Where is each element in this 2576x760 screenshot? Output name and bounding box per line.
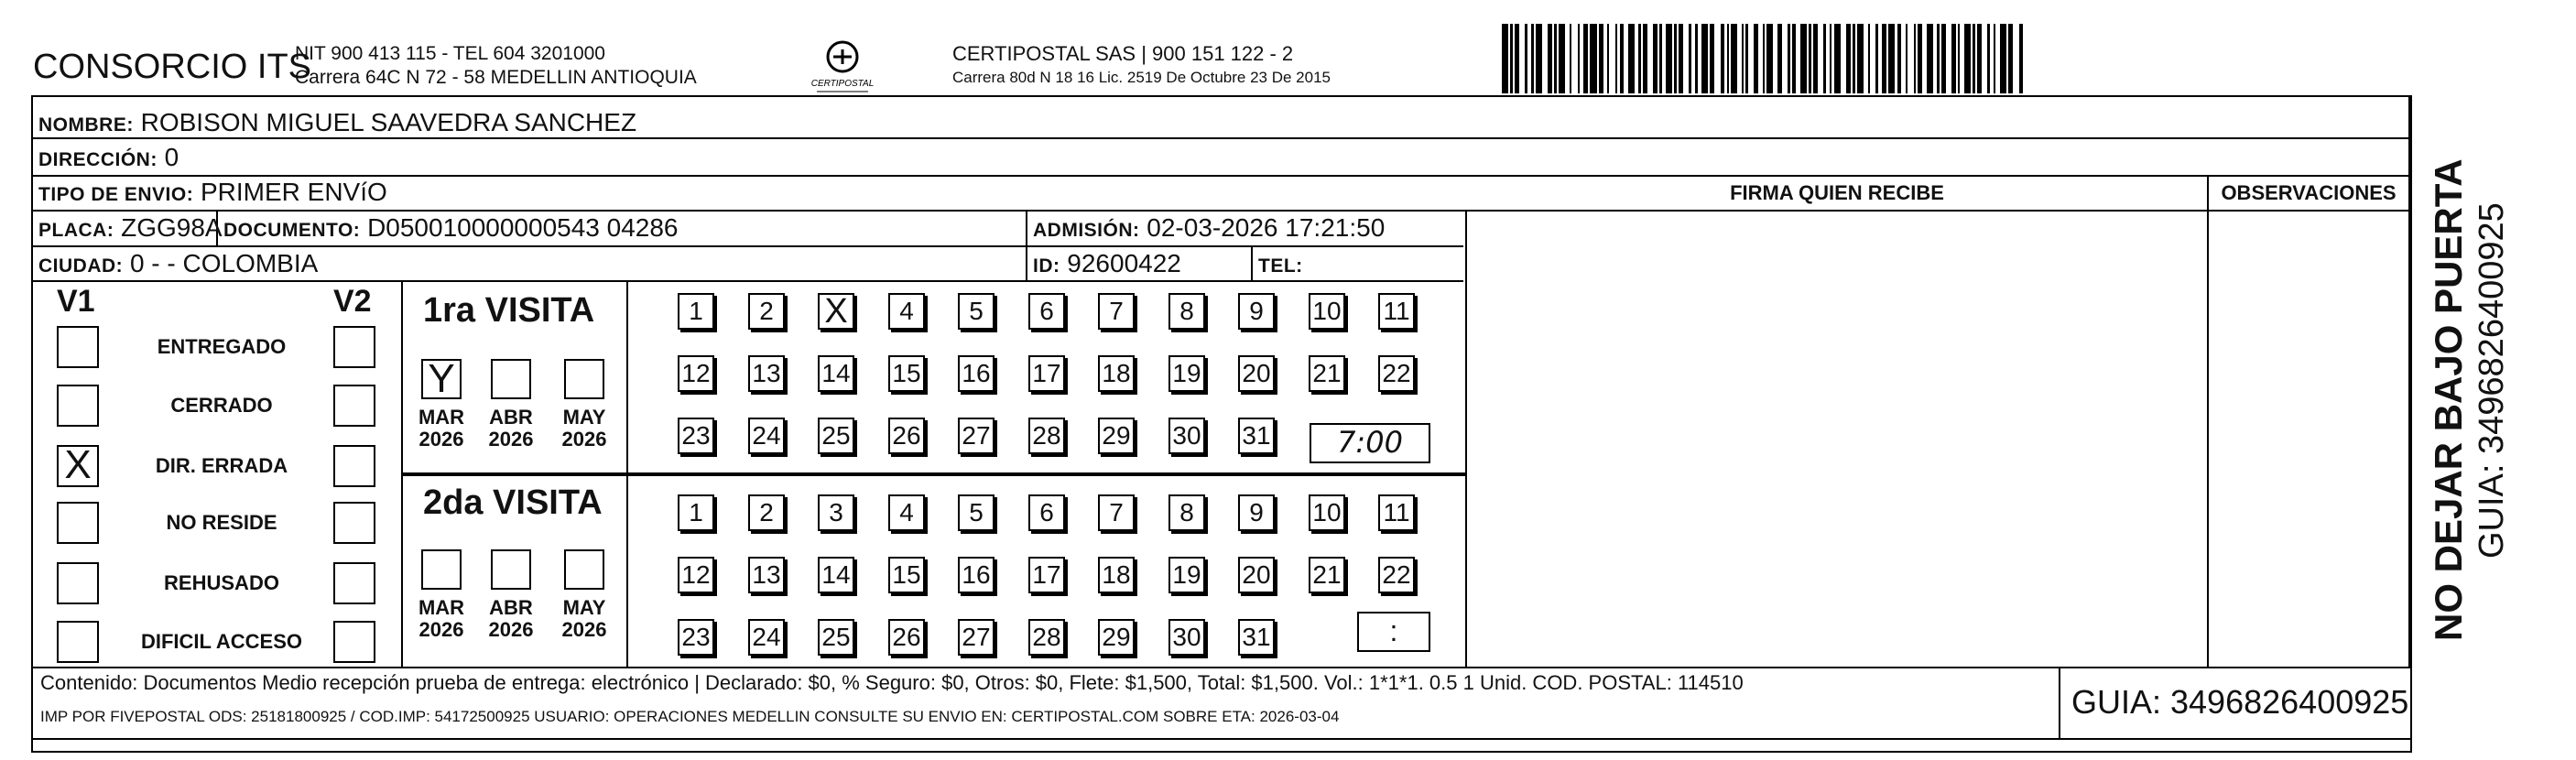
barcode-bar (1853, 24, 1854, 93)
certipostal-sub: Carrera 80d N 18 16 Lic. 2519 De Octubre 23 De 2015 (952, 69, 1331, 86)
barcode-bar (2019, 24, 2024, 93)
visit2-month-year: 2026 (418, 618, 464, 641)
visit1-day-box[interactable]: 26 (888, 418, 925, 454)
visit1-day-box[interactable]: 11 (1378, 293, 1415, 330)
address-line: Carrera 64C N 72 - 58 MEDELLIN ANTIOQUIA (295, 67, 697, 88)
rule (2207, 175, 2209, 668)
visit2-month-name: MAR (418, 596, 465, 619)
barcode-bar (1792, 24, 1797, 93)
visit2-day-box[interactable]: 16 (958, 557, 995, 593)
visit2-month-checkbox[interactable] (421, 549, 462, 590)
direccion-value: 0 (164, 143, 179, 171)
visit1-day-box[interactable]: 2 (748, 293, 785, 330)
visit2-month-year: 2026 (561, 618, 607, 641)
visit2-month-checkbox[interactable] (491, 549, 531, 590)
visit2-day-box[interactable]: 23 (678, 619, 714, 656)
visit1-day-box[interactable]: 15 (888, 355, 925, 392)
barcode-bar (1742, 24, 1744, 93)
barcode-bar (1973, 24, 1974, 93)
barcode-bar (1813, 24, 1818, 93)
nombre-label: NOMBRE: (38, 114, 134, 136)
documento-label: DOCUMENTO: (223, 220, 361, 241)
barcode-bar (1788, 24, 1789, 93)
status-v1-checkbox[interactable] (57, 326, 99, 368)
admision-label: ADMISIÓN: (1033, 220, 1140, 241)
placa-value: ZGG98A (121, 213, 223, 242)
barcode-bar (1638, 24, 1640, 93)
barcode-bar (1548, 24, 1552, 93)
id-row (1033, 249, 1181, 281)
visit2-day-box[interactable]: 27 (958, 619, 995, 656)
visit2-day-box[interactable]: 8 (1168, 494, 1205, 531)
visit2-day-box[interactable]: 26 (888, 619, 925, 656)
rule (401, 472, 1465, 476)
placa-label: PLACA: (38, 220, 114, 241)
barcode-bar (1918, 24, 1922, 93)
documento-row (223, 213, 679, 245)
barcode-bar (1531, 24, 1533, 93)
visit2-day-box[interactable]: 1 (678, 494, 714, 531)
firma-header: FIRMA QUIEN RECIBE (1730, 181, 1944, 204)
nombre-row (38, 108, 636, 140)
barcode-bar (1583, 24, 1588, 93)
visit2-month-year: 2026 (488, 618, 534, 641)
barcode-bar (1628, 24, 1635, 93)
rule (1465, 210, 1467, 668)
visit2-day-box[interactable]: 20 (1238, 557, 1275, 593)
visit1-day-box[interactable]: 5 (958, 293, 995, 330)
visit1-day-box[interactable]: 6 (1028, 293, 1065, 330)
barcode-bar (1666, 24, 1672, 93)
id-label: ID: (1033, 255, 1060, 277)
direccion-label: DIRECCIÓN: (38, 149, 158, 170)
barcode-bar (2000, 24, 2006, 93)
barcode-bar (1689, 24, 1690, 93)
barcode-bar (1620, 24, 1625, 93)
visit1-month-name: MAR (418, 406, 465, 429)
barcode-bar (1754, 24, 1758, 93)
barcode-bar (1875, 24, 1877, 93)
barcode-bar (1763, 24, 1765, 93)
company-name: CONSORCIO ITS (33, 48, 312, 86)
visit1-month-year: 2026 (488, 428, 534, 451)
status-v2-checkbox[interactable] (333, 562, 375, 604)
status-label: DIR. ERRADA (155, 454, 288, 477)
tipo-label: TIPO DE ENVIO: (38, 184, 194, 205)
nombre-value: ROBISON MIGUEL SAAVEDRA SANCHEZ (140, 108, 637, 136)
visit1-day-box[interactable]: 1 (678, 293, 714, 330)
visit1-month-label (484, 407, 538, 451)
barcode-bar (1607, 24, 1609, 93)
v1-header: V1 (57, 284, 95, 319)
barcode-bar (1809, 24, 1810, 93)
visit1-day-box[interactable]: 4 (888, 293, 925, 330)
barcode-bar (1830, 24, 1831, 93)
barcode-bar (1695, 24, 1697, 93)
visit1-day-box[interactable]: 31 (1238, 418, 1275, 454)
visit2-month-label (414, 597, 469, 641)
barcode-bar (1914, 24, 1916, 93)
visit2-day-box[interactable]: 3 (818, 494, 854, 531)
barcode-bar (1578, 24, 1580, 93)
barcode-bar (1964, 24, 1971, 93)
certipostal-line: CERTIPOSTAL SAS | 900 151 122 - 2 (952, 42, 1294, 65)
visit1-day-box[interactable]: 18 (1098, 355, 1135, 392)
barcode-bar (1731, 24, 1737, 93)
admision-value: 02-03-2026 17:21:50 (1147, 213, 1386, 242)
visit1-month-label (557, 407, 612, 451)
direccion-row (38, 143, 179, 175)
ciudad-row (38, 249, 318, 281)
barcode-bar (1941, 24, 1946, 93)
rule (1026, 210, 1027, 280)
barcode-bar (1745, 24, 1747, 93)
visit1-month-year: 2026 (418, 428, 464, 451)
barcode-bar (1868, 24, 1870, 93)
admision-row (1033, 213, 1385, 245)
visit1-month-checkbox[interactable]: Y (421, 359, 462, 399)
visit1-day-box[interactable]: 19 (1168, 355, 1205, 392)
visit1-day-box[interactable]: 30 (1168, 418, 1205, 454)
status-v1-checkbox[interactable] (57, 621, 99, 663)
visit2-month-name: ABR (489, 596, 533, 619)
visit2-day-box[interactable]: 5 (958, 494, 995, 531)
barcode-bar (1554, 24, 1556, 93)
visit2-day-box[interactable]: 4 (888, 494, 925, 531)
barcode-bar (1951, 24, 1956, 93)
visit2-day-box[interactable]: 22 (1378, 557, 1415, 593)
status-label: ENTREGADO (157, 335, 287, 358)
visit1-day-box[interactable]: 8 (1168, 293, 1205, 330)
barcode-bar (1570, 24, 1571, 93)
barcode-bar (1800, 24, 1807, 93)
visit1-day-box[interactable]: X (818, 293, 854, 330)
visit2-day-box[interactable]: 31 (1238, 619, 1275, 656)
visit2-month-name: MAY (562, 596, 606, 619)
status-v1-checkbox[interactable] (57, 385, 99, 427)
rule (31, 210, 2412, 212)
visit1-day-box[interactable]: 9 (1238, 293, 1275, 330)
visit1-day-box[interactable]: 16 (958, 355, 995, 392)
visit2-day-box[interactable]: 7 (1098, 494, 1135, 531)
visit2-day-box[interactable]: 21 (1309, 557, 1345, 593)
barcode-bar (2008, 24, 2013, 93)
rule (1251, 245, 1253, 280)
status-label: REHUSADO (164, 571, 279, 594)
barcode-bar (1927, 24, 1933, 93)
barcode-bar (1536, 24, 1542, 93)
logo-text: CERTIPOSTAL (810, 79, 875, 89)
rule (31, 738, 2412, 740)
barcode-bar (1987, 24, 1989, 93)
status-v1-checkbox[interactable] (57, 502, 99, 544)
visit2-day-box[interactable]: 6 (1028, 494, 1065, 531)
visit2-day-box[interactable]: 18 (1098, 557, 1135, 593)
visit1-month-label (414, 407, 469, 451)
barcode-bar (1590, 24, 1596, 93)
v2-header: V2 (333, 284, 372, 319)
visit1-title: 1ra VISITA (423, 291, 595, 330)
visit2-day-box[interactable]: 15 (888, 557, 925, 593)
visit1-day-box[interactable]: 12 (678, 355, 714, 392)
status-label: DIFICIL ACCESO (140, 630, 302, 653)
barcode-bar (1994, 24, 1995, 93)
visit2-month-label (557, 597, 612, 641)
barcode-bar (1510, 24, 1512, 93)
barcode-bar (1777, 24, 1782, 93)
certipostal-logo (806, 37, 879, 101)
visit2-day-box[interactable]: 30 (1168, 619, 1205, 656)
barcode-bar (1721, 24, 1725, 93)
barcode-bar (1679, 24, 1683, 93)
footer-imp: IMP POR FIVEPOSTAL ODS: 25181800925 / COD.IMP: 54172500925 USUARIO: OPERACIONES MEDELLIN CONSULTE SU ENVIO EN: CERTIPOSTAL.COM SOBRE ETA: 2026-03-04 (40, 708, 1340, 725)
visit2-day-box[interactable]: 14 (818, 557, 854, 593)
visit1-day-box[interactable]: 29 (1098, 418, 1135, 454)
barcode-bar (1977, 24, 1982, 93)
visit2-title: 2da VISITA (423, 483, 603, 522)
visit2-time[interactable]: : (1357, 612, 1430, 652)
ciudad-value: 0 - - COLOMBIA (129, 249, 319, 277)
status-v2-checkbox[interactable] (333, 621, 375, 663)
barcode-bar (1958, 24, 1960, 93)
visit1-day-box[interactable]: 28 (1028, 418, 1065, 454)
barcode-bar (1823, 24, 1825, 93)
visit1-month-checkbox[interactable] (564, 359, 604, 399)
visit1-day-box[interactable]: 17 (1028, 355, 1065, 392)
visit2-day-box[interactable]: 11 (1378, 494, 1415, 531)
rule (31, 245, 1463, 247)
visit1-day-box[interactable]: 13 (748, 355, 785, 392)
observaciones-header: OBSERVACIONES (2221, 181, 2397, 204)
barcode-bar (1846, 24, 1851, 93)
visit1-month-year: 2026 (561, 428, 607, 451)
rule (2059, 667, 2060, 738)
barcode-bar (1674, 24, 1676, 93)
barcode-bar (1857, 24, 1864, 93)
visit2-day-box[interactable]: 12 (678, 557, 714, 593)
visit2-day-box[interactable]: 29 (1098, 619, 1135, 656)
visit2-day-box[interactable]: 10 (1309, 494, 1345, 531)
side-warning: NO DEJAR BAJO PUERTA (2427, 158, 2470, 641)
barcode-bar (1710, 24, 1714, 93)
barcode-bar (1766, 24, 1773, 93)
barcode-bar (1502, 24, 1508, 93)
barcode-bar (1834, 24, 1841, 93)
barcode (1502, 24, 2234, 93)
visit2-day-box[interactable]: 13 (748, 557, 785, 593)
tel-row (1258, 249, 1303, 281)
barcode-bar (1525, 24, 1527, 93)
visit1-day-box[interactable]: 24 (748, 418, 785, 454)
barcode-bar (1701, 24, 1708, 93)
side-guia: GUIA: 3496826400925 (2473, 202, 2511, 559)
barcode-bar (1599, 24, 1603, 93)
barcode-bar (1897, 24, 1902, 93)
visit2-day-box[interactable]: 19 (1168, 557, 1205, 593)
footer-content: Contenido: Documentos Medio recepción prueba de entrega: electrónico | Declarado: $0, % Seguro: $0, Otros: $0, Flete: $1,500, Total: $1,500. Vol.: 1*1*1. 0.5 1 Unid. COD. POSTAL: 114510 (40, 671, 1744, 694)
visit1-month-checkbox[interactable] (491, 359, 531, 399)
visit1-month-name: ABR (489, 406, 533, 429)
tipo-value: PRIMER ENVíO (200, 178, 387, 206)
visit1-day-box[interactable]: 14 (818, 355, 854, 392)
visit2-day-box[interactable]: 28 (1028, 619, 1065, 656)
status-v2-checkbox[interactable] (333, 326, 375, 368)
ciudad-label: CIUDAD: (38, 255, 124, 277)
documento-value: D050010000000543 04286 (367, 213, 679, 242)
visit2-day-box[interactable]: 9 (1238, 494, 1275, 531)
status-v1-checkbox[interactable] (57, 562, 99, 604)
visit1-day-box[interactable]: 27 (958, 418, 995, 454)
rule (31, 175, 2412, 177)
certipostal-info (952, 42, 1331, 90)
nit-line: NIT 900 413 115 - TEL 604 3201000 (295, 43, 605, 64)
barcode-bar (1653, 24, 1658, 93)
tel-label: TEL: (1258, 255, 1303, 277)
status-v2-checkbox[interactable] (333, 385, 375, 427)
visit2-day-box[interactable]: 17 (1028, 557, 1065, 593)
visit2-month-label (484, 597, 538, 641)
footer-guia: GUIA: 3496826400925 (2071, 683, 2409, 721)
visit2-day-box[interactable]: 25 (818, 619, 854, 656)
visit1-month-name: MAY (562, 406, 606, 429)
visit1-day-box[interactable]: 22 (1378, 355, 1415, 392)
barcode-bar (1937, 24, 1939, 93)
status-v2-checkbox[interactable] (333, 445, 375, 487)
rule (2408, 95, 2410, 668)
status-label: CERRADO (170, 394, 273, 417)
visit2-day-box[interactable]: 2 (748, 494, 785, 531)
barcode-bar (1727, 24, 1729, 93)
status-v2-checkbox[interactable] (333, 502, 375, 544)
barcode-bar (1615, 24, 1617, 93)
rule (31, 667, 2412, 668)
visit1-day-box[interactable]: 25 (818, 418, 854, 454)
barcode-bar (1906, 24, 1908, 93)
status-label: NO RESIDE (166, 511, 277, 534)
id-value: 92600422 (1067, 249, 1181, 277)
visit1-time[interactable]: 7:00 (1310, 423, 1430, 463)
visit2-day-box[interactable]: 24 (748, 619, 785, 656)
visit1-day-box[interactable]: 21 (1309, 355, 1345, 392)
visit1-day-box[interactable]: 23 (678, 418, 714, 454)
visit1-day-box[interactable]: 7 (1098, 293, 1135, 330)
barcode-bar (1888, 24, 1895, 93)
placa-row (38, 213, 223, 245)
status-v1-checkbox[interactable]: X (57, 445, 99, 487)
barcode-bar (1643, 24, 1647, 93)
visit2-month-checkbox[interactable] (564, 549, 604, 590)
barcode-bar (1659, 24, 1661, 93)
visit1-day-box[interactable]: 10 (1309, 293, 1345, 330)
tipo-row (38, 178, 387, 210)
visit1-day-box[interactable]: 20 (1238, 355, 1275, 392)
barcode-bar (1515, 24, 1519, 93)
barcode-bar (1559, 24, 1565, 93)
barcode-bar (1882, 24, 1886, 93)
company-info (295, 42, 697, 90)
